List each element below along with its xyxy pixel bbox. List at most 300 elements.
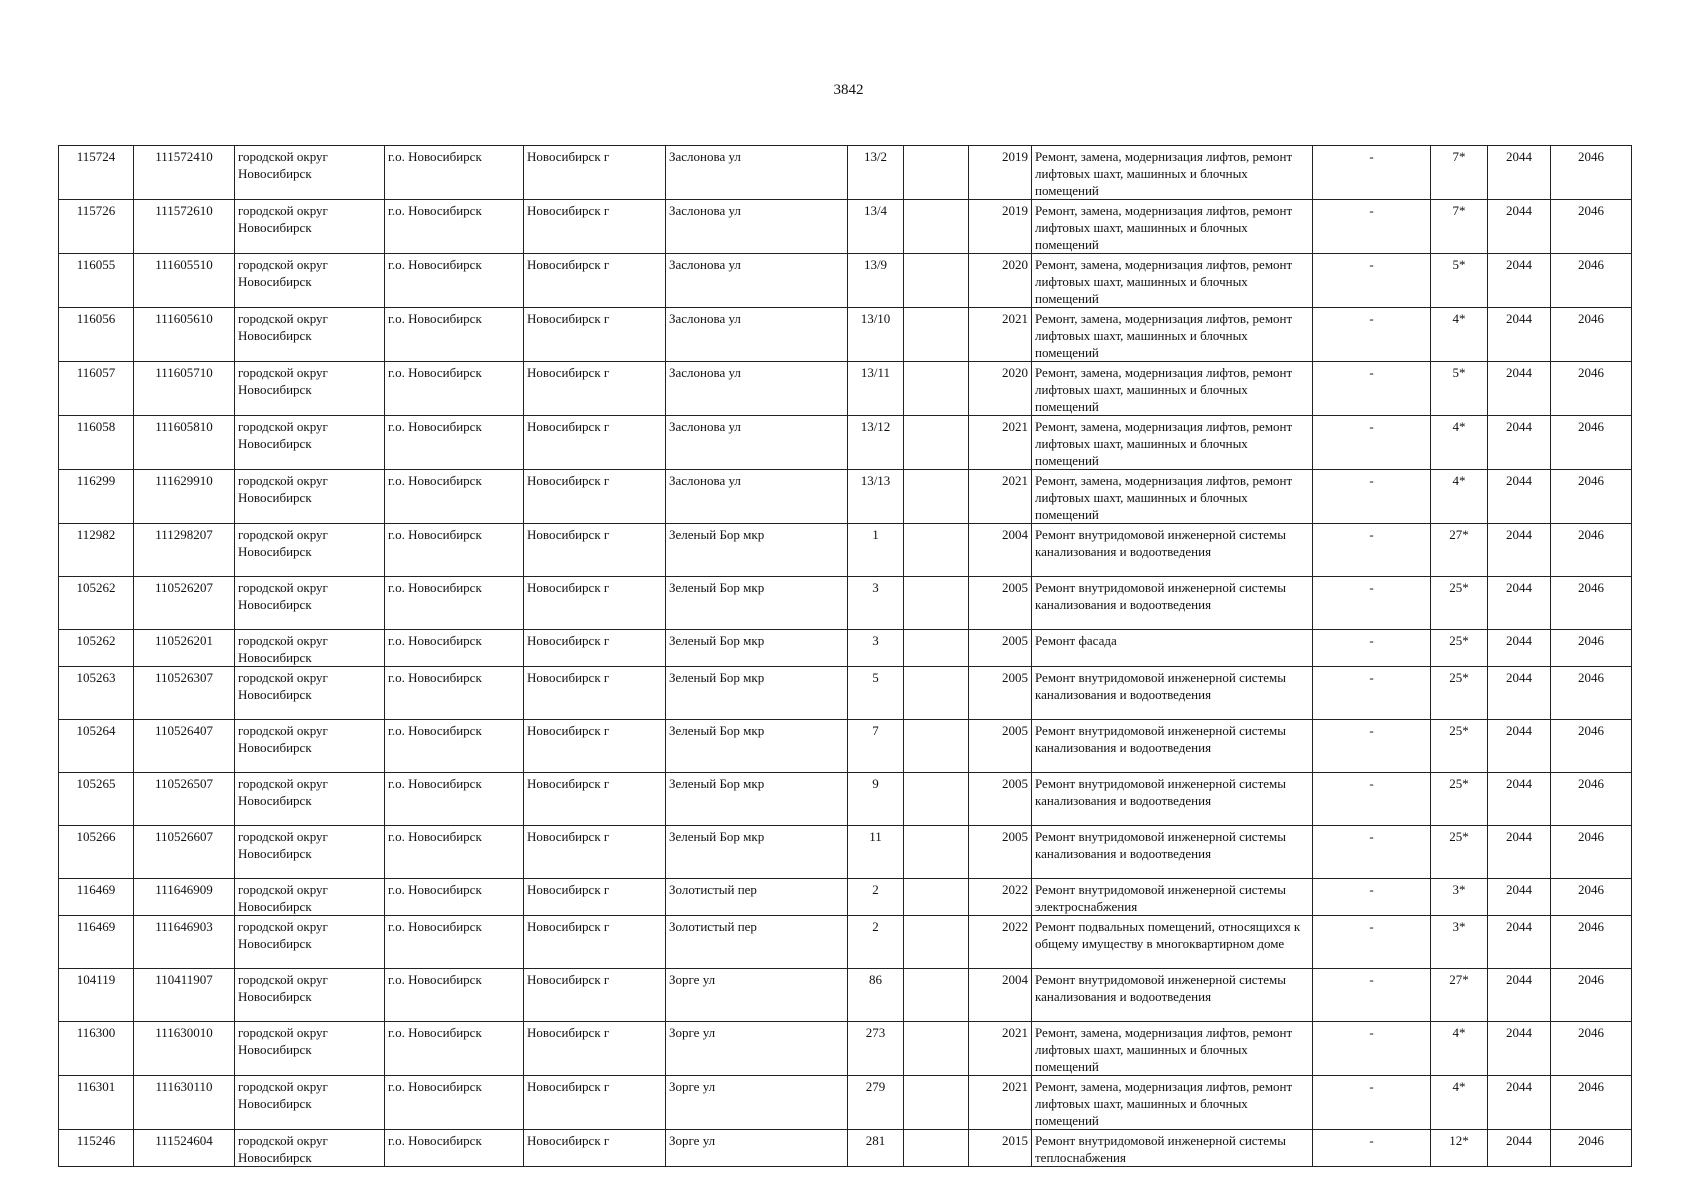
row-end: 2046 — [1551, 524, 1632, 577]
table-row — [59, 630, 1632, 667]
row-dash: - — [1313, 720, 1431, 773]
row-extra — [904, 630, 969, 667]
row-district: городской округ Новосибирск — [235, 254, 385, 308]
table-row — [59, 667, 1632, 720]
row-dash: - — [1313, 1022, 1431, 1076]
row-municipality: г.о. Новосибирск — [385, 826, 524, 879]
row-year: 2020 — [969, 254, 1032, 308]
row-mark: 25* — [1431, 667, 1488, 720]
table-row — [59, 146, 1632, 200]
row-code: 111572410 — [134, 146, 235, 200]
row-extra — [904, 826, 969, 879]
row-code: 111605510 — [134, 254, 235, 308]
row-street: Зорге ул — [666, 969, 848, 1022]
table-row — [59, 577, 1632, 630]
table-row — [59, 470, 1632, 524]
row-house: 13/10 — [848, 308, 904, 362]
row-district: городской округ Новосибирск — [235, 720, 385, 773]
row-city: Новосибирск г — [524, 146, 666, 200]
row-dash: - — [1313, 1130, 1431, 1167]
row-municipality: г.о. Новосибирск — [385, 146, 524, 200]
row-code: 110526207 — [134, 577, 235, 630]
row-city: Новосибирск г — [524, 916, 666, 969]
row-dash: - — [1313, 308, 1431, 362]
row-start: 2044 — [1488, 1130, 1551, 1167]
row-id: 116056 — [59, 308, 134, 362]
row-code: 110526307 — [134, 667, 235, 720]
row-year: 2005 — [969, 826, 1032, 879]
row-start: 2044 — [1488, 1076, 1551, 1130]
row-extra — [904, 254, 969, 308]
row-year: 2019 — [969, 146, 1032, 200]
row-code: 110411907 — [134, 969, 235, 1022]
row-start: 2044 — [1488, 720, 1551, 773]
row-dash: - — [1313, 1076, 1431, 1130]
row-mark: 7* — [1431, 146, 1488, 200]
row-start: 2044 — [1488, 524, 1551, 577]
row-city: Новосибирск г — [524, 254, 666, 308]
row-street: Заслонова ул — [666, 146, 848, 200]
row-start: 2044 — [1488, 362, 1551, 416]
row-dash: - — [1313, 879, 1431, 916]
row-extra — [904, 1022, 969, 1076]
row-end: 2046 — [1551, 362, 1632, 416]
row-end: 2046 — [1551, 308, 1632, 362]
table-row — [59, 416, 1632, 470]
row-extra — [904, 362, 969, 416]
row-city: Новосибирск г — [524, 470, 666, 524]
table-row — [59, 826, 1632, 879]
row-start: 2044 — [1488, 1022, 1551, 1076]
row-municipality: г.о. Новосибирск — [385, 667, 524, 720]
row-mark: 27* — [1431, 969, 1488, 1022]
row-extra — [904, 1130, 969, 1167]
row-id: 105264 — [59, 720, 134, 773]
row-district: городской округ Новосибирск — [235, 1076, 385, 1130]
row-house: 3 — [848, 630, 904, 667]
row-id: 115726 — [59, 200, 134, 254]
table-row — [59, 916, 1632, 969]
row-start: 2044 — [1488, 470, 1551, 524]
row-mark: 12* — [1431, 1130, 1488, 1167]
row-work: Ремонт внутридомовой инженерной системы канализования и водоотведения — [1032, 969, 1313, 1022]
row-start: 2044 — [1488, 916, 1551, 969]
row-house: 13/12 — [848, 416, 904, 470]
row-year: 2021 — [969, 1076, 1032, 1130]
row-end: 2046 — [1551, 1076, 1632, 1130]
row-code: 111605710 — [134, 362, 235, 416]
table-row — [59, 254, 1632, 308]
row-extra — [904, 916, 969, 969]
row-end: 2046 — [1551, 916, 1632, 969]
row-id: 115246 — [59, 1130, 134, 1167]
row-end: 2046 — [1551, 720, 1632, 773]
row-house: 1 — [848, 524, 904, 577]
row-mark: 3* — [1431, 879, 1488, 916]
row-mark: 27* — [1431, 524, 1488, 577]
capital-repair-table — [58, 145, 1632, 1167]
row-end: 2046 — [1551, 630, 1632, 667]
row-year: 2004 — [969, 969, 1032, 1022]
row-code: 111630010 — [134, 1022, 235, 1076]
row-street: Зорге ул — [666, 1076, 848, 1130]
row-mark: 5* — [1431, 362, 1488, 416]
row-id: 116057 — [59, 362, 134, 416]
row-work: Ремонт подвальных помещений, относящихся к общему имуществу в многоквартирном доме — [1032, 916, 1313, 969]
row-mark: 4* — [1431, 308, 1488, 362]
row-dash: - — [1313, 416, 1431, 470]
row-dash: - — [1313, 362, 1431, 416]
row-year: 2021 — [969, 416, 1032, 470]
row-municipality: г.о. Новосибирск — [385, 720, 524, 773]
row-city: Новосибирск г — [524, 200, 666, 254]
table-body — [59, 146, 1632, 1167]
row-mark: 5* — [1431, 254, 1488, 308]
row-municipality: г.о. Новосибирск — [385, 416, 524, 470]
table-row — [59, 773, 1632, 826]
row-house: 7 — [848, 720, 904, 773]
row-district: городской округ Новосибирск — [235, 470, 385, 524]
row-code: 110526507 — [134, 773, 235, 826]
row-code: 110526407 — [134, 720, 235, 773]
row-dash: - — [1313, 524, 1431, 577]
row-dash: - — [1313, 826, 1431, 879]
row-mark: 3* — [1431, 916, 1488, 969]
row-municipality: г.о. Новосибирск — [385, 254, 524, 308]
row-mark: 4* — [1431, 1076, 1488, 1130]
row-year: 2005 — [969, 577, 1032, 630]
row-work: Ремонт, замена, модернизация лифтов, ремонт лифтовых шахт, машинных и блочных помещений — [1032, 1076, 1313, 1130]
row-work: Ремонт, замена, модернизация лифтов, ремонт лифтовых шахт, машинных и блочных помещений — [1032, 254, 1313, 308]
row-work: Ремонт внутридомовой инженерной системы канализования и водоотведения — [1032, 826, 1313, 879]
row-year: 2005 — [969, 720, 1032, 773]
row-house: 13/11 — [848, 362, 904, 416]
row-house: 86 — [848, 969, 904, 1022]
row-code: 111298207 — [134, 524, 235, 577]
row-end: 2046 — [1551, 667, 1632, 720]
row-code: 111629910 — [134, 470, 235, 524]
row-extra — [904, 470, 969, 524]
row-id: 116299 — [59, 470, 134, 524]
row-work: Ремонт, замена, модернизация лифтов, ремонт лифтовых шахт, машинных и блочных помещений — [1032, 308, 1313, 362]
row-municipality: г.о. Новосибирск — [385, 577, 524, 630]
row-house: 13/4 — [848, 200, 904, 254]
row-city: Новосибирск г — [524, 1076, 666, 1130]
row-start: 2044 — [1488, 146, 1551, 200]
row-id: 105265 — [59, 773, 134, 826]
row-end: 2046 — [1551, 470, 1632, 524]
row-district: городской округ Новосибирск — [235, 577, 385, 630]
row-end: 2046 — [1551, 773, 1632, 826]
row-id: 116469 — [59, 916, 134, 969]
row-mark: 25* — [1431, 577, 1488, 630]
row-dash: - — [1313, 969, 1431, 1022]
row-code: 111646909 — [134, 879, 235, 916]
row-code: 110526201 — [134, 630, 235, 667]
row-city: Новосибирск г — [524, 362, 666, 416]
row-id: 105262 — [59, 577, 134, 630]
row-house: 273 — [848, 1022, 904, 1076]
row-district: городской округ Новосибирск — [235, 146, 385, 200]
row-city: Новосибирск г — [524, 630, 666, 667]
row-city: Новосибирск г — [524, 577, 666, 630]
table-row — [59, 1130, 1632, 1167]
row-id: 116301 — [59, 1076, 134, 1130]
row-year: 2015 — [969, 1130, 1032, 1167]
row-work: Ремонт внутридомовой инженерной системы канализования и водоотведения — [1032, 577, 1313, 630]
row-district: городской округ Новосибирск — [235, 416, 385, 470]
row-end: 2046 — [1551, 879, 1632, 916]
row-house: 13/13 — [848, 470, 904, 524]
row-city: Новосибирск г — [524, 416, 666, 470]
row-house: 11 — [848, 826, 904, 879]
table-row — [59, 200, 1632, 254]
row-work: Ремонт, замена, модернизация лифтов, ремонт лифтовых шахт, машинных и блочных помещений — [1032, 416, 1313, 470]
row-code: 111524604 — [134, 1130, 235, 1167]
row-street: Зорге ул — [666, 1022, 848, 1076]
row-municipality: г.о. Новосибирск — [385, 879, 524, 916]
row-end: 2046 — [1551, 1130, 1632, 1167]
row-year: 2005 — [969, 630, 1032, 667]
row-district: городской округ Новосибирск — [235, 524, 385, 577]
row-year: 2005 — [969, 667, 1032, 720]
row-district: городской округ Новосибирск — [235, 969, 385, 1022]
row-year: 2022 — [969, 879, 1032, 916]
row-code: 111605610 — [134, 308, 235, 362]
row-dash: - — [1313, 630, 1431, 667]
row-street: Зеленый Бор мкр — [666, 577, 848, 630]
row-work: Ремонт внутридомовой инженерной системы канализования и водоотведения — [1032, 720, 1313, 773]
row-street: Золотистый пер — [666, 879, 848, 916]
row-street: Зеленый Бор мкр — [666, 720, 848, 773]
row-municipality: г.о. Новосибирск — [385, 1130, 524, 1167]
row-code: 111605810 — [134, 416, 235, 470]
row-year: 2020 — [969, 362, 1032, 416]
row-municipality: г.о. Новосибирск — [385, 470, 524, 524]
row-district: городской округ Новосибирск — [235, 916, 385, 969]
row-city: Новосибирск г — [524, 308, 666, 362]
row-municipality: г.о. Новосибирск — [385, 773, 524, 826]
row-end: 2046 — [1551, 146, 1632, 200]
row-id: 116300 — [59, 1022, 134, 1076]
row-end: 2046 — [1551, 416, 1632, 470]
row-house: 13/9 — [848, 254, 904, 308]
row-district: городской округ Новосибирск — [235, 1130, 385, 1167]
row-id: 115724 — [59, 146, 134, 200]
table-row — [59, 720, 1632, 773]
row-year: 2004 — [969, 524, 1032, 577]
row-code: 111646903 — [134, 916, 235, 969]
table-row — [59, 879, 1632, 916]
row-street: Зеленый Бор мкр — [666, 524, 848, 577]
row-extra — [904, 416, 969, 470]
row-mark: 25* — [1431, 720, 1488, 773]
row-year: 2021 — [969, 470, 1032, 524]
row-street: Заслонова ул — [666, 362, 848, 416]
row-extra — [904, 879, 969, 916]
row-dash: - — [1313, 146, 1431, 200]
row-id: 116058 — [59, 416, 134, 470]
row-id: 104119 — [59, 969, 134, 1022]
row-code: 110526607 — [134, 826, 235, 879]
row-id: 105263 — [59, 667, 134, 720]
row-extra — [904, 577, 969, 630]
row-end: 2046 — [1551, 577, 1632, 630]
row-street: Заслонова ул — [666, 308, 848, 362]
row-id: 105262 — [59, 630, 134, 667]
row-end: 2046 — [1551, 200, 1632, 254]
row-district: городской округ Новосибирск — [235, 362, 385, 416]
row-house: 5 — [848, 667, 904, 720]
row-district: городской округ Новосибирск — [235, 879, 385, 916]
row-city: Новосибирск г — [524, 524, 666, 577]
row-extra — [904, 146, 969, 200]
table-row — [59, 969, 1632, 1022]
row-work: Ремонт внутридомовой инженерной системы канализования и водоотведения — [1032, 773, 1313, 826]
row-municipality: г.о. Новосибирск — [385, 524, 524, 577]
row-municipality: г.о. Новосибирск — [385, 200, 524, 254]
row-start: 2044 — [1488, 826, 1551, 879]
row-mark: 4* — [1431, 1022, 1488, 1076]
row-house: 279 — [848, 1076, 904, 1130]
row-start: 2044 — [1488, 416, 1551, 470]
row-start: 2044 — [1488, 773, 1551, 826]
row-street: Зеленый Бор мкр — [666, 667, 848, 720]
row-id: 112982 — [59, 524, 134, 577]
row-street: Заслонова ул — [666, 470, 848, 524]
row-city: Новосибирск г — [524, 879, 666, 916]
row-street: Заслонова ул — [666, 200, 848, 254]
row-extra — [904, 524, 969, 577]
row-id: 105266 — [59, 826, 134, 879]
row-mark: 7* — [1431, 200, 1488, 254]
row-city: Новосибирск г — [524, 969, 666, 1022]
table-row — [59, 308, 1632, 362]
row-city: Новосибирск г — [524, 1022, 666, 1076]
row-mark: 4* — [1431, 416, 1488, 470]
row-work: Ремонт внутридомовой инженерной системы электроснабжения — [1032, 879, 1313, 916]
row-dash: - — [1313, 667, 1431, 720]
row-start: 2044 — [1488, 200, 1551, 254]
row-work: Ремонт, замена, модернизация лифтов, ремонт лифтовых шахт, машинных и блочных помещений — [1032, 200, 1313, 254]
row-municipality: г.о. Новосибирск — [385, 362, 524, 416]
row-extra — [904, 969, 969, 1022]
row-code: 111572610 — [134, 200, 235, 254]
row-dash: - — [1313, 470, 1431, 524]
row-city: Новосибирск г — [524, 720, 666, 773]
row-year: 2005 — [969, 773, 1032, 826]
row-extra — [904, 200, 969, 254]
table-row — [59, 362, 1632, 416]
row-work: Ремонт внутридомовой инженерной системы теплоснабжения — [1032, 1130, 1313, 1167]
row-street: Заслонова ул — [666, 254, 848, 308]
row-extra — [904, 773, 969, 826]
row-code: 111630110 — [134, 1076, 235, 1130]
page-number: 3842 — [833, 82, 864, 98]
row-end: 2046 — [1551, 969, 1632, 1022]
row-end: 2046 — [1551, 254, 1632, 308]
row-mark: 25* — [1431, 773, 1488, 826]
row-municipality: г.о. Новосибирск — [385, 969, 524, 1022]
row-street: Зеленый Бор мкр — [666, 630, 848, 667]
row-city: Новосибирск г — [524, 667, 666, 720]
row-municipality: г.о. Новосибирск — [385, 1022, 524, 1076]
row-municipality: г.о. Новосибирск — [385, 630, 524, 667]
row-district: городской округ Новосибирск — [235, 773, 385, 826]
row-street: Золотистый пер — [666, 916, 848, 969]
row-house: 2 — [848, 879, 904, 916]
row-street: Зеленый Бор мкр — [666, 773, 848, 826]
row-work: Ремонт внутридомовой инженерной системы канализования и водоотведения — [1032, 524, 1313, 577]
row-extra — [904, 308, 969, 362]
row-dash: - — [1313, 916, 1431, 969]
row-mark: 25* — [1431, 630, 1488, 667]
row-house: 9 — [848, 773, 904, 826]
row-dash: - — [1313, 254, 1431, 308]
row-dash: - — [1313, 773, 1431, 826]
row-start: 2044 — [1488, 969, 1551, 1022]
row-house: 13/2 — [848, 146, 904, 200]
row-work: Ремонт, замена, модернизация лифтов, ремонт лифтовых шахт, машинных и блочных помещений — [1032, 146, 1313, 200]
row-year: 2019 — [969, 200, 1032, 254]
row-end: 2046 — [1551, 826, 1632, 879]
row-house: 281 — [848, 1130, 904, 1167]
row-municipality: г.о. Новосибирск — [385, 1076, 524, 1130]
row-street: Зорге ул — [666, 1130, 848, 1167]
row-municipality: г.о. Новосибирск — [385, 916, 524, 969]
table-row — [59, 524, 1632, 577]
row-work: Ремонт фасада — [1032, 630, 1313, 667]
row-id: 116469 — [59, 879, 134, 916]
table-row — [59, 1022, 1632, 1076]
row-district: городской округ Новосибирск — [235, 200, 385, 254]
row-district: городской округ Новосибирск — [235, 667, 385, 720]
row-start: 2044 — [1488, 879, 1551, 916]
row-city: Новосибирск г — [524, 1130, 666, 1167]
row-work: Ремонт, замена, модернизация лифтов, ремонт лифтовых шахт, машинных и блочных помещений — [1032, 470, 1313, 524]
row-district: городской округ Новосибирск — [235, 308, 385, 362]
row-extra — [904, 667, 969, 720]
row-house: 3 — [848, 577, 904, 630]
row-work: Ремонт, замена, модернизация лифтов, ремонт лифтовых шахт, машинных и блочных помещений — [1032, 362, 1313, 416]
row-start: 2044 — [1488, 577, 1551, 630]
row-city: Новосибирск г — [524, 826, 666, 879]
row-extra — [904, 720, 969, 773]
row-start: 2044 — [1488, 308, 1551, 362]
row-work: Ремонт, замена, модернизация лифтов, ремонт лифтовых шахт, машинных и блочных помещений — [1032, 1022, 1313, 1076]
row-street: Зеленый Бор мкр — [666, 826, 848, 879]
row-year: 2021 — [969, 308, 1032, 362]
row-municipality: г.о. Новосибирск — [385, 308, 524, 362]
row-district: городской округ Новосибирск — [235, 826, 385, 879]
row-dash: - — [1313, 577, 1431, 630]
row-start: 2044 — [1488, 630, 1551, 667]
table-row — [59, 1076, 1632, 1130]
row-start: 2044 — [1488, 667, 1551, 720]
row-district: городской округ Новосибирск — [235, 630, 385, 667]
row-street: Заслонова ул — [666, 416, 848, 470]
row-start: 2044 — [1488, 254, 1551, 308]
row-mark: 25* — [1431, 826, 1488, 879]
row-end: 2046 — [1551, 1022, 1632, 1076]
row-extra — [904, 1076, 969, 1130]
row-id: 116055 — [59, 254, 134, 308]
row-district: городской округ Новосибирск — [235, 1022, 385, 1076]
row-dash: - — [1313, 200, 1431, 254]
row-mark: 4* — [1431, 470, 1488, 524]
row-year: 2021 — [969, 1022, 1032, 1076]
row-year: 2022 — [969, 916, 1032, 969]
